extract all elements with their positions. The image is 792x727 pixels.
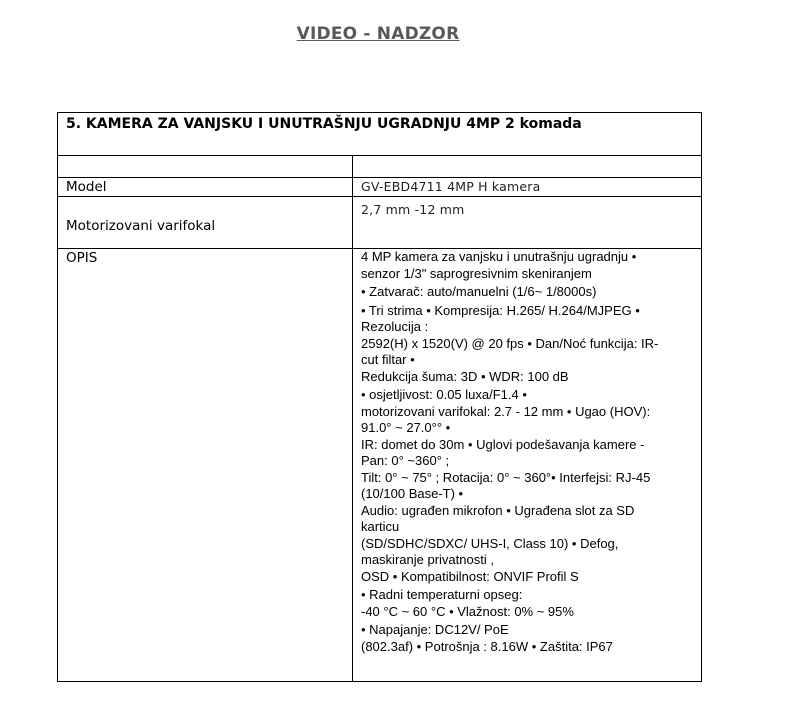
description-line: 2592(H) x 1520(V) @ 20 fps • Dan/Noć funkcija: IR- <box>361 335 659 351</box>
empty-row <box>58 156 702 178</box>
description-line: karticu <box>361 519 400 534</box>
description-line: cut filtar • <box>361 352 415 367</box>
description-line: • Zatvarač: auto/manuelni (1/6~ 1/8000s) <box>361 284 597 299</box>
empty-cell <box>58 156 353 178</box>
description-line: (10/100 Base-T) • <box>361 486 464 501</box>
description-line: OSD • Kompatibilnost: ONVIF Profil S <box>361 568 579 584</box>
empty-cell <box>353 156 702 178</box>
table-row-varifokal <box>58 197 702 249</box>
description-line: • osjetljivost: 0.05 luxa/F1.4 • <box>361 387 527 402</box>
description-line: • Napajanje: DC12V/ PoE <box>361 622 509 637</box>
description-line: Tilt: 0° ~ 75° ; Rotacija: 0° ~ 360°• Interfejsi: RJ-45 <box>361 469 651 485</box>
description-line: • Tri strima • Kompresija: H.265/ H.264/MJPEG • <box>361 302 640 318</box>
description-line: Audio: ugrađen mikrofon • Ugrađena slot za SD <box>361 502 635 518</box>
description-line: 91.0° ~ 27.0°° • <box>361 420 451 435</box>
description-line: (SD/SDHC/SDXC/ UHS-I, Class 10) • Defog, <box>361 535 619 551</box>
description-line: Rezolucija : <box>361 319 429 334</box>
model-value: GV-EBD4711 4MP H kamera <box>353 178 702 197</box>
opis-description <box>353 249 702 682</box>
varifokal-value: 2,7 mm -12 mm <box>353 197 702 249</box>
document-title: VIDEO - NADZOR <box>296 24 460 44</box>
description-line: (802.3af) • Potrošnja : 8.16W • Zaštita: IP67 <box>361 638 613 654</box>
description-line: senzor 1/3" saprogresivnim skeniranjem <box>361 265 592 281</box>
spec-table <box>57 112 702 682</box>
description-line: • Radni temperaturni opseg: <box>361 587 523 602</box>
table-row-model <box>58 178 702 197</box>
table-heading: 5. KAMERA ZA VANJSKU I UNUTRAŠNJU UGRADNJU 4MP 2 komada <box>58 113 702 156</box>
description-line: maskiranje privatnosti , <box>361 552 494 567</box>
opis-label: OPIS <box>58 249 353 682</box>
varifokal-label: Motorizovani varifokal <box>58 197 353 249</box>
table-heading-row <box>58 113 702 156</box>
description-line: IR: domet do 30m • Uglovi podešavanja kamere - <box>361 436 645 452</box>
description-line: 4 MP kamera za vanjsku i unutrašnju ugradnju • <box>361 249 637 264</box>
description-line: motorizovani varifokal: 2.7 - 12 mm • Ugao (HOV): <box>361 403 651 419</box>
model-label: Model <box>58 178 353 197</box>
description-line: Pan: 0° ~360° ; <box>361 453 450 468</box>
description-line: -40 °C ~ 60 °C • Vlažnost: 0% ~ 95% <box>361 603 574 619</box>
description-line: Redukcija šuma: 3D • WDR: 100 dB <box>361 368 569 384</box>
table-row-opis <box>58 249 702 682</box>
